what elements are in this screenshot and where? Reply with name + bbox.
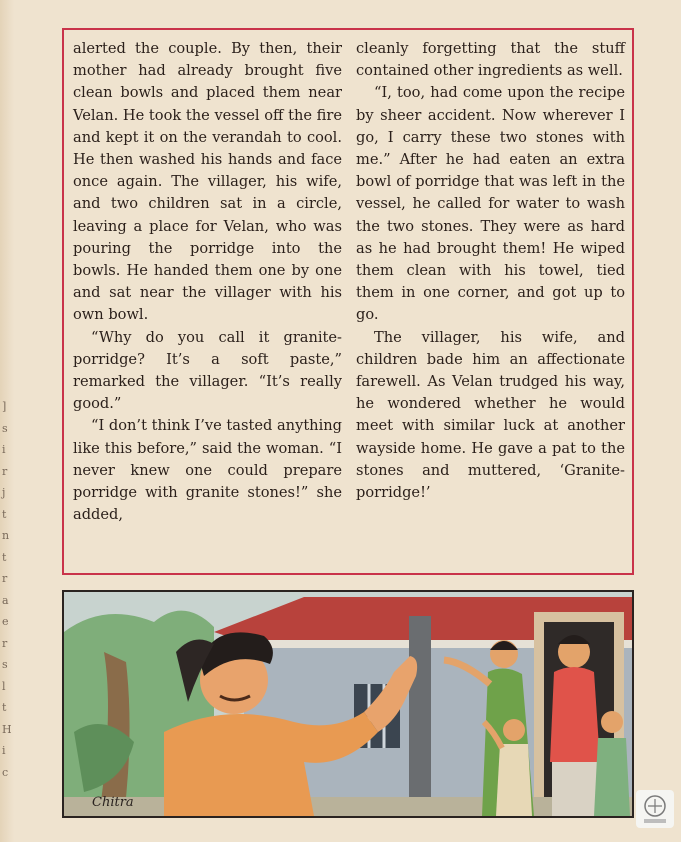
edge-mark: s [2,658,8,671]
story-paragraph: “I don’t think I’ve tasted anything like this before,” said the woman. “I never knew one could prepare porridge with granite stones!” she added, [73,417,342,524]
edge-mark: n [2,529,10,542]
library-stamp-icon [636,790,674,828]
edge-mark: t [2,701,7,714]
edge-mark: i [2,443,6,456]
edge-mark: e [2,615,9,628]
edge-mark: i [2,744,6,757]
story-column-left [73,38,342,573]
story-paragraph: alerted the couple. By then, their mother had already brought five clean bowls and placed them near Velan. He took the vessel off the fire and kept it on the verandah to cool. He then washed his hands and face once again. The villager, his wife, and two children sat in a circle, leaving a place for Velan, who was pouring the porridge into the bowls. He handed them one by one and sat near the villager with his own bowl. [73,40,342,324]
edge-mark: t [2,507,7,521]
edge-mark: s [2,421,8,435]
edge-marks [2,396,12,783]
edge-mark: H [2,722,12,736]
library-stamp [636,790,674,828]
edge-mark: a [2,593,9,607]
verandah-pillar [409,616,431,816]
edge-mark: t [2,550,7,564]
edge-mark: r [2,636,8,650]
story-paragraph: cleanly forgetting that the stuff contained other ingredients as well. [356,40,625,80]
story-illustration [62,590,634,818]
edge-mark: j [2,486,6,499]
story-paragraph: “Why do you call it granite-porridge? It’s a soft paste,” remarked the villager. “It’s really good.” [73,328,342,413]
story-text-box [62,28,634,575]
illustration-scene [64,592,632,816]
story-column-right [356,38,625,573]
artist-signature: Chitra [92,795,134,810]
story-paragraph: The villager, his wife, and children bade him an affectionate farewell. As Velan trudged his way, he wondered whether he would meet with similar luck at another wayside home. He gave a pat to the stones and muttered, ‘Granite-porridge!’ [356,328,625,502]
edge-mark: r [2,572,8,585]
edge-mark: r [2,464,8,478]
edge-mark: ] [2,400,7,413]
edge-mark: l [2,679,6,693]
edge-mark: c [2,765,9,779]
story-paragraph: “I, too, had come upon the recipe by sheer accident. Now wherever I go, I carry these two stones with me.” After he had eaten an extra bowl of porridge that was left in the vessel, he called for water to wash the two stones. They were as hard as he had brought them! He wiped them clean with his towel, tied them in one corner, and got up to go. [356,84,625,324]
villager-shirt [550,667,600,762]
